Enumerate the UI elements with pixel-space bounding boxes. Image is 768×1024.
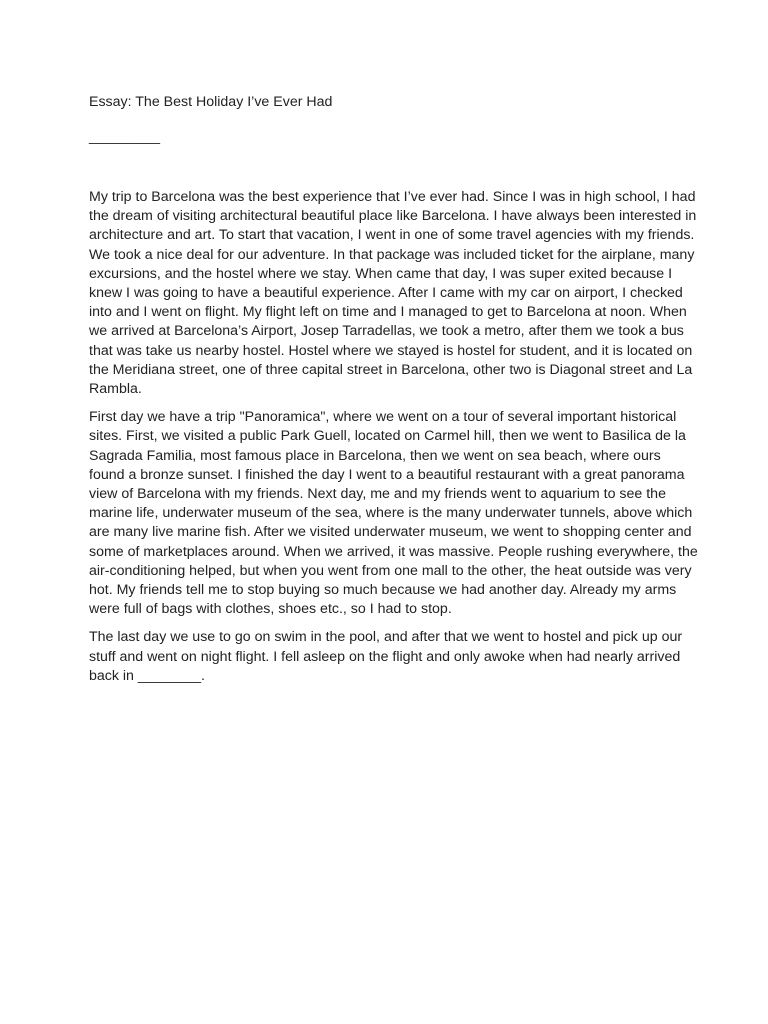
- paragraph-3: The last day we use to go on swim in the pool, and after that we went to hostel and pick up our stuff and went on night flight. I fell asleep on the flight and only awoke when had nearly arrived back in ________.: [89, 629, 683, 684]
- essay-body: [89, 188, 698, 686]
- essay-title: Essay: The Best Holiday I’ve Ever Had: [89, 94, 333, 110]
- title-underline: _________: [89, 129, 161, 145]
- paragraph-2: First day we have a trip "Panoramica", where we went on a tour of several important historical sites. First, we visited a public Park Guell, located on Carmel hill, then we went to Basilica de la Sagrada Familia, most famous place in Barcelona, then we went on sea beach, where ours found a bronze sunset. I finished the day I went to a beautiful restaurant with a great panorama view of Barcelona with my friends. Next day, me and my friends went to aquarium to see the marine life, underwater museum of the sea, where is the many underwater tunnels, above which are many live marine fish. After we visited underwater museum, we went to shopping center and some of marketplaces around. When we arrived, it was massive. People rushing everywhere, the air-conditioning helped, but when you went from one mall to the other, the heat outside was very hot. My friends tell me to stop buying so much because we had another day. Already my arms were full of bags with clothes, shoes etc., so I had to stop.: [89, 409, 698, 618]
- paragraph-1: My trip to Barcelona was the best experience that I’ve ever had. Since I was in high school, I had the dream of visiting architectural beautiful place like Barcelona. I have always been interested in architecture and art. To start that vacation, I went in one of some travel agencies with my friends. We took a nice deal for our adventure. In that package was included ticket for the airplane, many excursions, and the hostel where we stay. When came that day, I was super exited because I knew I was going to have a beautiful experience. After I came with my car on airport, I checked into and I went on flight. My flight left on time and I managed to get to Barcelona at noon. When we arrived at Barcelona’s Airport, Josep Tarradellas, we took a metro, after them we took a bus that was take us nearby hostel. Hostel where we stayed is hostel for student, and it is located on the Meridiana street, one of three capital street in Barcelona, other two is Diagonal street and La Rambla.: [89, 189, 697, 398]
